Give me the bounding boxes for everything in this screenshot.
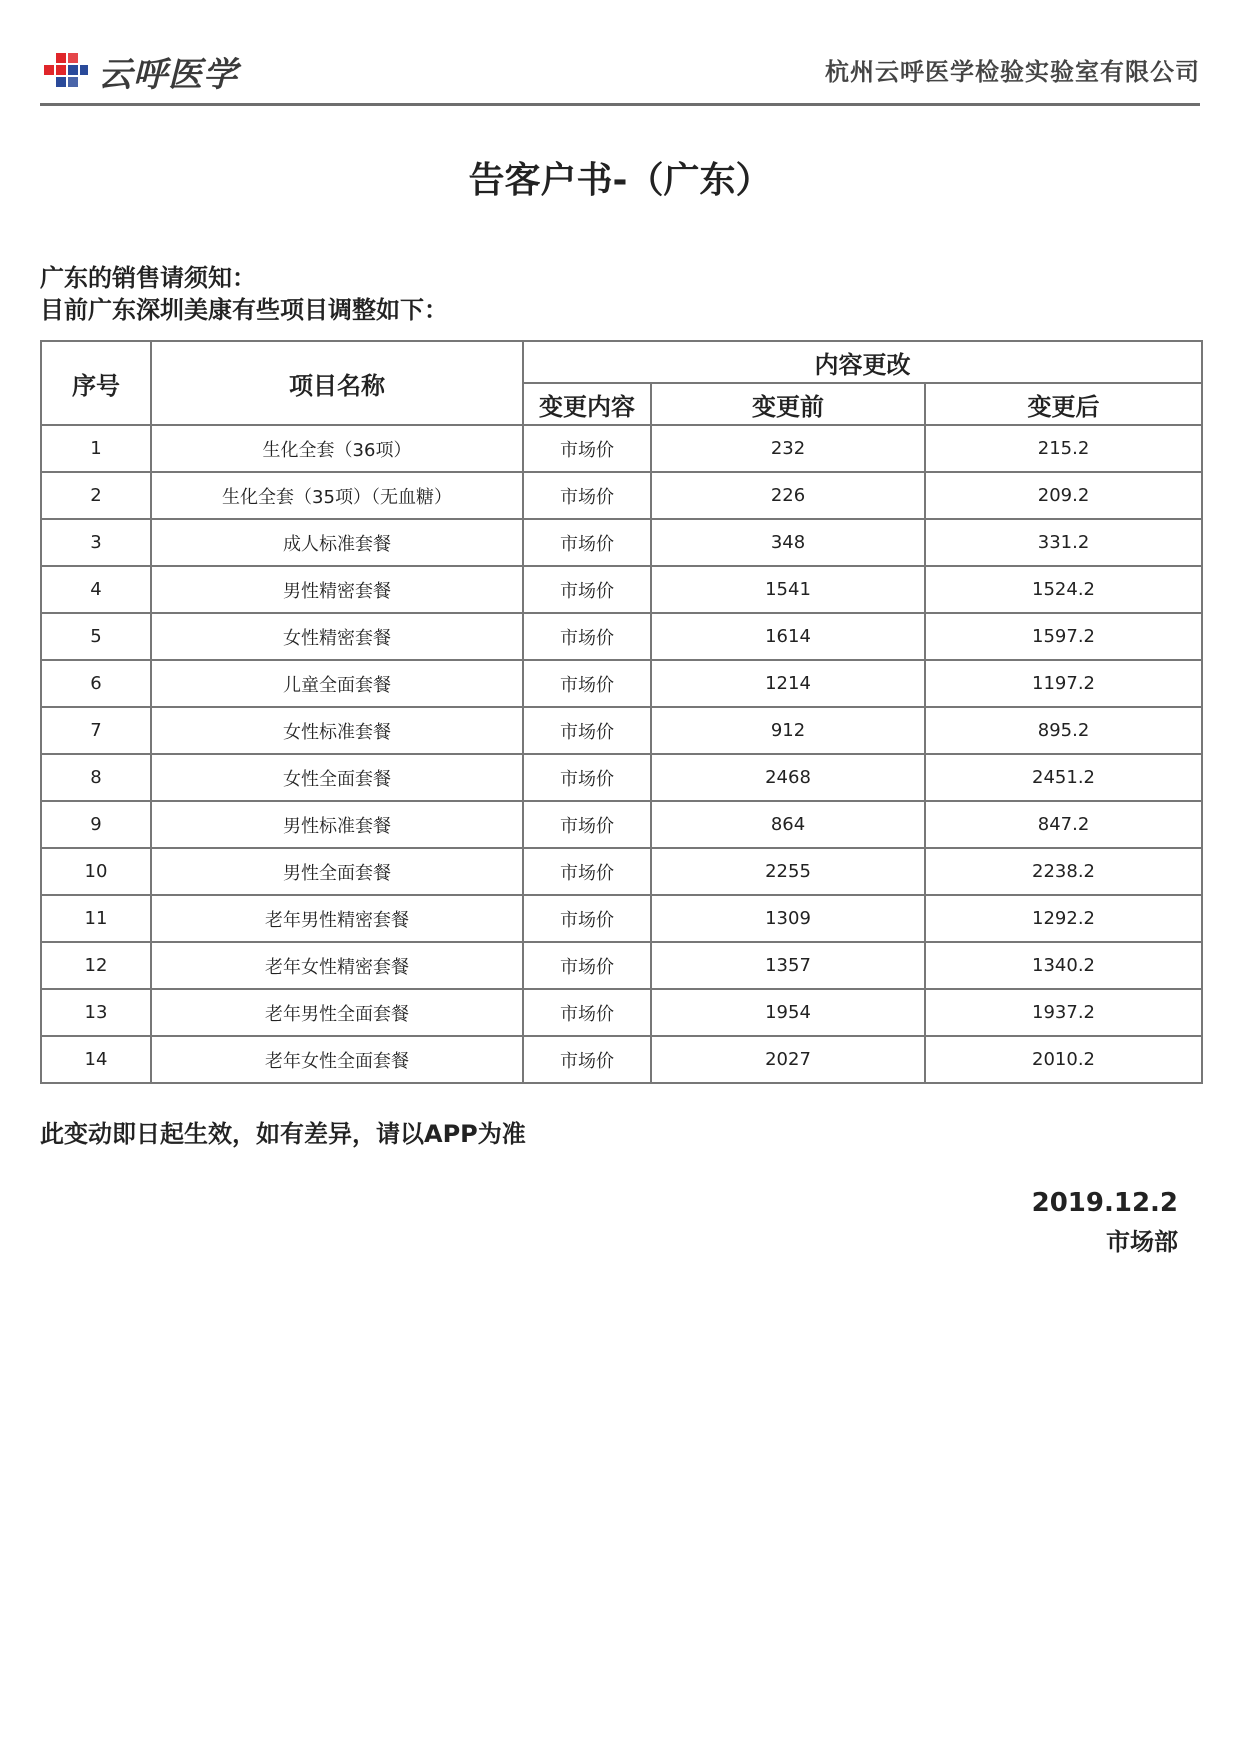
cell-after: 331.2 [925,519,1202,566]
cell-after: 2238.2 [925,848,1202,895]
table-row [41,801,1202,848]
cell-before: 1309 [651,895,925,942]
cell-before: 348 [651,519,925,566]
cell-index: 6 [41,660,151,707]
cell-name: 生化全套（35项）（无血糖） [151,472,523,519]
cell-name: 男性精密套餐 [151,566,523,613]
cell-after: 847.2 [925,801,1202,848]
price-change-table [40,340,1203,1084]
cell-index: 7 [41,707,151,754]
table-row [41,519,1202,566]
effective-note: 此变动即日起生效，如有差异，请以APP为准 [40,1120,526,1148]
header-group: 内容更改 [523,341,1202,383]
notice-line-2: 目前广东深圳美康有些项目调整如下： [40,296,448,324]
cell-name: 生化全套（36项） [151,425,523,472]
cell-name: 男性全面套餐 [151,848,523,895]
cell-name: 男性标准套餐 [151,801,523,848]
cell-change-type: 市场价 [523,942,651,989]
cell-name: 老年男性全面套餐 [151,989,523,1036]
cell-change-type: 市场价 [523,660,651,707]
page-title: 告客户书-（广东） [468,160,772,201]
signature-date: 2019.12.2 [1031,1188,1178,1218]
cell-change-type: 市场价 [523,707,651,754]
logo-text: 云呼医学 [98,54,238,95]
cell-name: 女性标准套餐 [151,707,523,754]
cell-name: 老年女性精密套餐 [151,942,523,989]
cell-change-type: 市场价 [523,566,651,613]
cell-before: 232 [651,425,925,472]
cell-after: 2451.2 [925,754,1202,801]
header-index: 序号 [41,341,151,425]
cell-after: 1292.2 [925,895,1202,942]
cell-before: 1954 [651,989,925,1036]
header-change-type: 变更内容 [523,383,651,425]
company-logo [40,46,238,96]
table-row [41,472,1202,519]
table-row [41,613,1202,660]
cell-change-type: 市场价 [523,519,651,566]
cell-index: 4 [41,566,151,613]
table-row [41,848,1202,895]
cell-change-type: 市场价 [523,472,651,519]
company-name: 杭州云呼医学检验实验室有限公司 [825,58,1200,86]
table-row [41,754,1202,801]
table-body [41,425,1202,1083]
header-after: 变更后 [925,383,1202,425]
cross-logo-icon [40,45,92,97]
cell-change-type: 市场价 [523,425,651,472]
cell-index: 12 [41,942,151,989]
cell-index: 1 [41,425,151,472]
cell-before: 864 [651,801,925,848]
cell-after: 1937.2 [925,989,1202,1036]
cell-index: 3 [41,519,151,566]
cell-name: 儿童全面套餐 [151,660,523,707]
cell-change-type: 市场价 [523,1036,651,1083]
cell-index: 11 [41,895,151,942]
page-header [40,40,1200,102]
table-row [41,566,1202,613]
cell-change-type: 市场价 [523,989,651,1036]
notice-line-1: 广东的销售请须知： [40,264,256,292]
cell-name: 老年女性全面套餐 [151,1036,523,1083]
cell-name: 老年男性精密套餐 [151,895,523,942]
cell-index: 9 [41,801,151,848]
notice-block [40,262,448,326]
cell-before: 1614 [651,613,925,660]
cell-name: 成人标准套餐 [151,519,523,566]
table-row [41,1036,1202,1083]
header-before: 变更前 [651,383,925,425]
cell-before: 1357 [651,942,925,989]
cell-after: 1340.2 [925,942,1202,989]
cell-after: 215.2 [925,425,1202,472]
cell-name: 女性精密套餐 [151,613,523,660]
cell-before: 226 [651,472,925,519]
table-row [41,425,1202,472]
cell-before: 2468 [651,754,925,801]
cell-index: 13 [41,989,151,1036]
cell-before: 2255 [651,848,925,895]
table-row [41,707,1202,754]
cell-index: 5 [41,613,151,660]
cell-before: 1214 [651,660,925,707]
cell-change-type: 市场价 [523,848,651,895]
signature-department: 市场部 [1106,1228,1178,1256]
table-row [41,895,1202,942]
cell-index: 10 [41,848,151,895]
cell-change-type: 市场价 [523,613,651,660]
cell-after: 1524.2 [925,566,1202,613]
cell-after: 1197.2 [925,660,1202,707]
cell-after: 895.2 [925,707,1202,754]
header-name: 项目名称 [151,341,523,425]
table-row [41,942,1202,989]
cell-index: 2 [41,472,151,519]
cell-change-type: 市场价 [523,895,651,942]
cell-before: 2027 [651,1036,925,1083]
cell-before: 912 [651,707,925,754]
cell-after: 209.2 [925,472,1202,519]
table-row [41,660,1202,707]
cell-index: 14 [41,1036,151,1083]
cell-change-type: 市场价 [523,754,651,801]
cell-index: 8 [41,754,151,801]
cell-change-type: 市场价 [523,801,651,848]
cell-after: 2010.2 [925,1036,1202,1083]
header-divider [40,103,1200,106]
cell-before: 1541 [651,566,925,613]
cell-after: 1597.2 [925,613,1202,660]
table-row [41,989,1202,1036]
cell-name: 女性全面套餐 [151,754,523,801]
